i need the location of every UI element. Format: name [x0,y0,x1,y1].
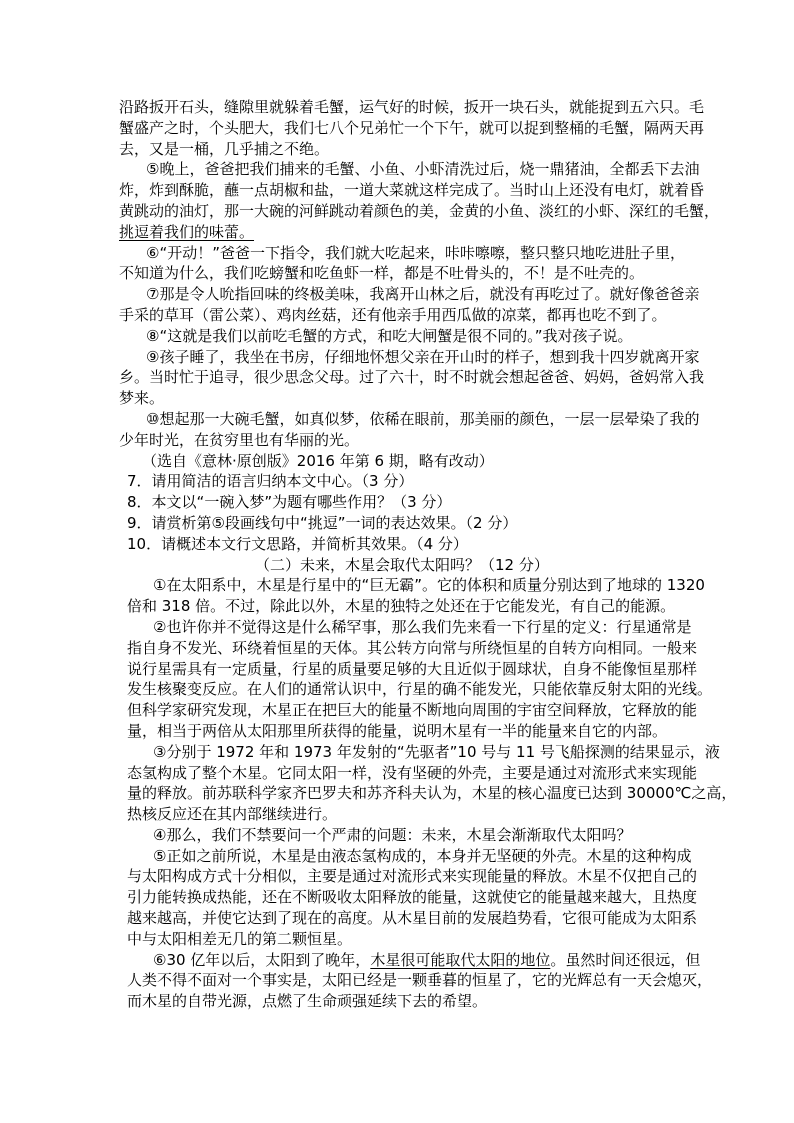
text-line [0,388,794,409]
text-line [0,347,794,368]
text-segment: 不知道为什么，我们吃螃蟹和吃鱼虾一样，都是不吐骨头的，不！是不吐壳的。 [119,264,645,283]
text-segment: 手采的草耳（雷公菜）、鸡肉丝菇，还有他亲手用西瓜做的凉菜，都再也吃不到了。 [119,305,667,324]
text-line [0,97,794,118]
text-line [0,700,794,721]
text-line [0,825,794,846]
text-segment: 8．本文以“一碗入梦”为题有哪些作用？（3 分） [127,493,452,512]
text-segment: ②也许你并不觉得这是什么稀罕事，那么我们先来看一下行星的定义：行星通常是 [153,617,692,636]
text-line [0,575,794,596]
text-segment: 梦来。 [119,389,165,408]
text-line [0,243,794,264]
text-segment: ⑥30 亿年以后，太阳到了晚年， [153,950,371,969]
text-segment: 去，又是一桶，几乎捕之不绝。 [119,139,330,158]
text-line [0,222,794,243]
underlined-text: 木星很可能取代太阳的地位 [370,950,551,969]
text-line [0,326,794,347]
text-segment: 发生核聚变反应。在人们的通常认识中，行星的确不能发光，只能依靠反射太阳的光线。 [127,680,713,699]
text-segment: 热核反应还在其内部继续进行。 [127,805,338,824]
text-segment: 7．请用简洁的语言归纳本文中心。（3 分） [127,472,414,491]
text-segment: ⑤正如之前所说，木星是由液态氢构成的，本身并无坚硬的外壳。木星的这种构成 [153,846,692,865]
text-line [0,534,794,555]
text-line [0,783,794,804]
text-segment: ⑥“开动！”爸爸一下指令，我们就大吃起来，咔咔嚓嚓，整只整只地吃进肚子里， [146,243,685,262]
text-segment: 态氢构成了整个木星。它同太阳一样，没有坚硬的外壳，主要是通过对流形式来实现能 [127,763,698,782]
text-line [0,742,794,763]
text-line [0,284,794,305]
text-segment: ⑩想起那一大碗毛蟹，如真似梦，依稀在眼前，那美丽的颜色，一层一层晕染了我的 [146,409,700,428]
text-line [0,118,794,139]
text-line [0,929,794,950]
text-line [0,846,794,867]
text-line [0,409,794,430]
document-body [0,97,794,1012]
text-segment: ⑦那是令人吮指回味的终极美味，我离开山林之后，就没有再吃过了。就好像爸爸亲 [146,285,700,304]
text-line [0,866,794,887]
text-segment: 但科学家研究发现，木星正在把巨大的能量不断地向周围的宇宙空间释放，它释放的能 [127,701,698,720]
text-line [0,617,794,638]
text-line [0,451,794,472]
text-line [0,908,794,929]
text-line [0,471,794,492]
text-line [0,970,794,991]
text-line [0,555,794,576]
text-line [0,263,794,284]
text-segment: 人类不得不面对一个事实是，太阳已经是一颗垂暮的恒星了，它的光辉总有一天会熄灭， [127,971,713,990]
text-line [0,659,794,680]
text-segment: ⑤晚上，爸爸把我们捕来的毛蟹、小鱼、小虾清洗过后，烧一鼎猪油，全都丢下去油 [146,160,700,179]
text-segment: 10．请概述本文行文思路，并简析其效果。（4 分） [127,534,468,553]
text-line [0,305,794,326]
text-segment: ⑧“这就是我们以前吃毛蟹的方式，和吃大闸蟹是很不同的。”我对孩子说。 [146,326,633,345]
text-segment: 说行星需具有一定质量，行星的质量要足够的大且近似于圆球状，自身不能像恒星那样 [127,659,698,678]
text-segment: 与太阳构成方式十分相似，主要是通过对流形式来实现能量的释放。木星不仅把自己的 [127,867,698,886]
text-line [0,721,794,742]
text-line [0,638,794,659]
text-segment: ①在太阳系中，木星是行星中的“巨无霸”。它的体积和质量分别达到了地球的 1320 [153,576,705,595]
text-segment: ④那么，我们不禁要问一个严肃的问题：未来，木星会渐渐取代太阳吗？ [153,825,632,844]
text-line [0,887,794,908]
text-segment: 引力能转换成热能，还在不断吸收太阳释放的能量，这就使它的能量越来越大，且热度 [127,888,698,907]
text-line [0,596,794,617]
text-line [0,159,794,180]
text-segment: 倍和 318 倍。不过，除此以外，木星的独特之处还在于它能发光，有自己的能源。 [127,597,676,616]
text-segment: （二）未来，木星会取代太阳吗？（12 分） [255,555,549,574]
text-segment: 乡。当时忙于追寻，很少思念父母。过了六十，时不时就会想起爸爸、妈妈，爸妈常入我 [119,368,705,387]
text-line [0,492,794,513]
text-line [0,367,794,388]
text-segment: 炸，炸到酥脆，蘸一点胡椒和盐，一道大菜就这样完成了。当时山上还没有电灯，就着昏 [119,181,705,200]
text-segment: 量的释放。前苏联科学家齐巴罗夫和苏齐科夫认为，木星的核心温度已达到 30000℃之高， [127,784,737,803]
text-line [0,201,794,222]
text-line [0,180,794,201]
text-line [0,430,794,451]
text-segment: 蟹盛产之时，个头肥大，我们七八个兄弟忙一个下午，就可以捉到整桶的毛蟹，隔两天再 [119,118,705,137]
text-segment: ③分别于 1972 年和 1973 年发射的“先驱者”10 号与 11 号飞船探测的结果显示，液 [153,742,720,761]
text-segment: ⑨孩子睡了，我坐在书房，仔细地怀想父亲在开山时的样子，想到我十四岁就离开家 [146,347,700,366]
text-line [0,139,794,160]
text-line [0,804,794,825]
underlined-text: 挑逗着我们的味蕾。 [119,222,255,241]
text-segment: 量，相当于两倍从太阳那里所获得的能量，说明木星有一半的能量来自它的内部。 [127,721,668,740]
text-segment: 中与太阳相差无几的第二颗恒星。 [127,929,353,948]
text-segment: 而木星的自带光源，点燃了生命顽强延续下去的希望。 [127,992,488,1011]
text-segment: 越来越高，并使它达到了现在的高度。从木星目前的发展趋势看，它很可能成为太阳系 [127,909,698,928]
text-line [0,679,794,700]
text-segment: （选自《意林·原创版》2016 年第 6 期，略有改动） [142,451,494,470]
text-line [0,991,794,1012]
text-segment: 沿路扳开石头，缝隙里就躲着毛蟹，运气好的时候，扳开一块石头，就能捉到五六只。毛 [119,98,705,116]
text-segment: 少年时光，在贫穷里也有华丽的光。 [119,430,360,449]
text-segment: 黄跳动的油灯，那一大碗的河鲜跳动着颜色的美，金黄的小鱼、淡红的小虾、深红的毛蟹， [119,201,720,220]
text-segment: 9．请赏析第⑤段画线句中“挑逗”一词的表达效果。（2 分） [127,513,518,532]
text-line [0,763,794,784]
text-line [0,950,794,971]
text-segment: 。虽然时间还很远，但 [550,950,701,969]
text-segment: 指自身不发光、环绕着恒星的天体。其公转方向常与所绕恒星的自转方向相同。一般来 [127,638,698,657]
text-line [0,513,794,534]
